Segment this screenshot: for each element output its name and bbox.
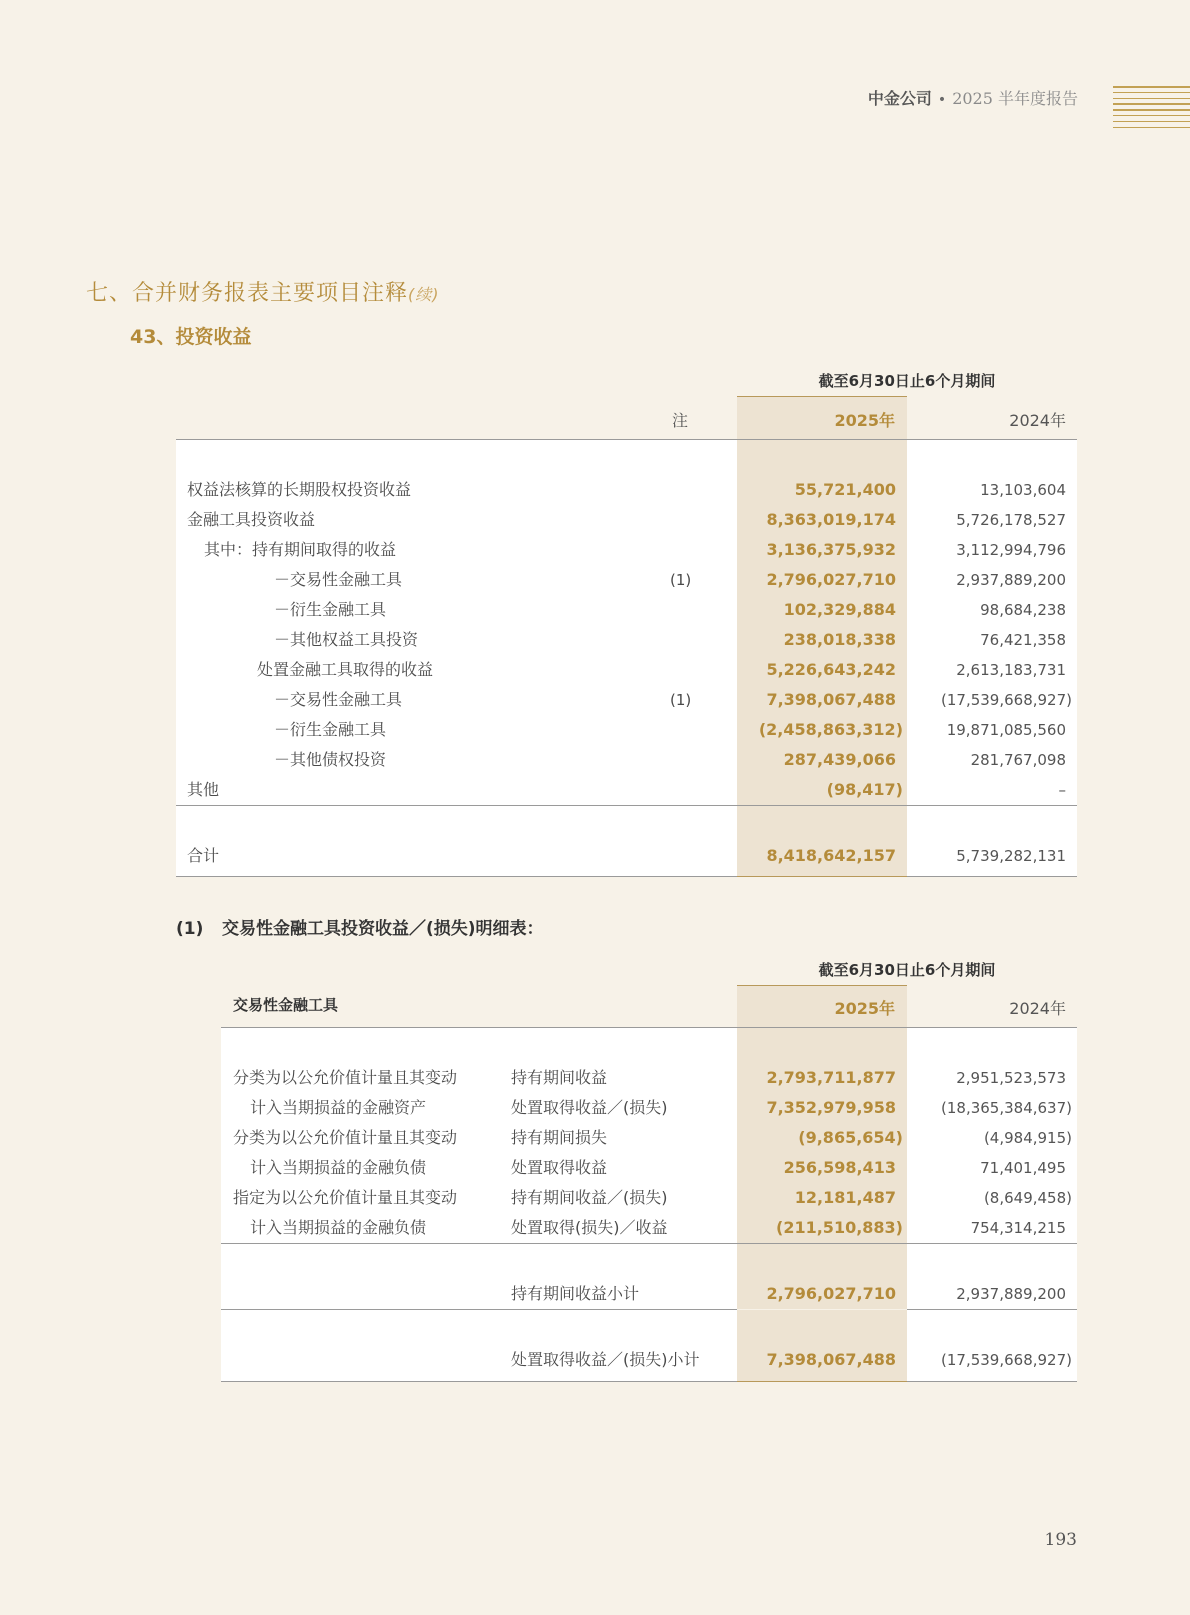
subsection-title: 43、投资收益 <box>130 326 252 348</box>
continued-label: (续) <box>408 285 440 304</box>
table-row: 计入当期损益的金融资产 处置取得收益／(损失) 7,352,979,958 (18,365,384,637) <box>250 1098 1072 1117</box>
table-row: －衍生金融工具 (2,458,863,312) 19,871,085,560 <box>274 720 1066 739</box>
note-header: 注 <box>672 411 689 430</box>
col-2024-header: 2024年 <box>1009 411 1066 430</box>
col-2025-header: 2025年 <box>834 411 895 430</box>
table-row: －其他权益工具投资 238,018,338 76,421,358 <box>274 630 1066 649</box>
table2-col-2024-header: 2024年 <box>1009 999 1066 1018</box>
table2-period: 截至6月30日止6个月期间 <box>818 961 996 979</box>
table-row: 计入当期损益的金融负债 处置取得收益 256,598,413 71,401,495 <box>250 1158 1066 1177</box>
subtotal-row: 处置取得收益／(损失)小计 7,398,067,488 (17,539,668,927) <box>511 1350 1072 1369</box>
table-row: －其他债权投资 287,439,066 281,767,098 <box>274 750 1066 769</box>
table-row: －衍生金融工具 102,329,884 98,684,238 <box>274 600 1066 619</box>
page-number: 193 <box>1044 1530 1077 1550</box>
table-row: 分类为以公允价值计量且其变动 持有期间损失 (9,865,654) (4,984,915) <box>233 1128 1072 1147</box>
table-row: －交易性金融工具 (1) 7,398,067,488 (17,539,668,927) <box>274 690 1072 709</box>
running-header <box>868 86 1078 109</box>
table-row: 权益法核算的长期股权投资收益 55,721,400 13,103,604 <box>187 480 1066 499</box>
sub-table-number: (1) <box>176 919 204 939</box>
subtotal-row: 持有期间收益小计 2,796,027,710 2,937,889,200 <box>511 1284 1066 1303</box>
report-name: 2025 半年度报告 <box>952 89 1078 108</box>
table2-col-2025-header: 2025年 <box>834 999 895 1018</box>
table2-header-label: 交易性金融工具 <box>233 996 339 1014</box>
sub-table-title: (1) 交易性金融工具投资收益／(损失)明细表： <box>176 919 544 939</box>
company-name: 中金公司 <box>867 89 932 108</box>
total-row: 合计 8,418,642,157 5,739,282,131 <box>187 846 1066 865</box>
section-title: 七、合并财务报表主要项目注释(续) <box>86 281 440 306</box>
table-row: －交易性金融工具 (1) 2,796,027,710 2,937,889,200 <box>274 570 1066 589</box>
table-row: 其他 (98,417) – <box>187 780 1066 799</box>
table-row: 处置金融工具取得的收益 5,226,643,242 2,613,183,731 <box>257 660 1066 679</box>
table-row: 其中：持有期间取得的收益 3,136,375,932 3,112,994,796 <box>204 540 1066 559</box>
header-separator: • <box>937 92 947 108</box>
table-row: 指定为以公允价值计量且其变动 持有期间收益／(损失) 12,181,487 (8,649,458) <box>233 1188 1072 1207</box>
table-row: 计入当期损益的金融负债 处置取得(损失)／收益 (211,510,883) 754,314,215 <box>250 1218 1066 1237</box>
table1-period: 截至6月30日止6个月期间 <box>818 372 996 390</box>
table-row: 分类为以公允价值计量且其变动 持有期间收益 2,793,711,877 2,951,523,573 <box>233 1068 1066 1087</box>
table-row: 金融工具投资收益 8,363,019,174 5,726,178,527 <box>187 510 1066 529</box>
decorative-lines <box>1113 86 1190 132</box>
